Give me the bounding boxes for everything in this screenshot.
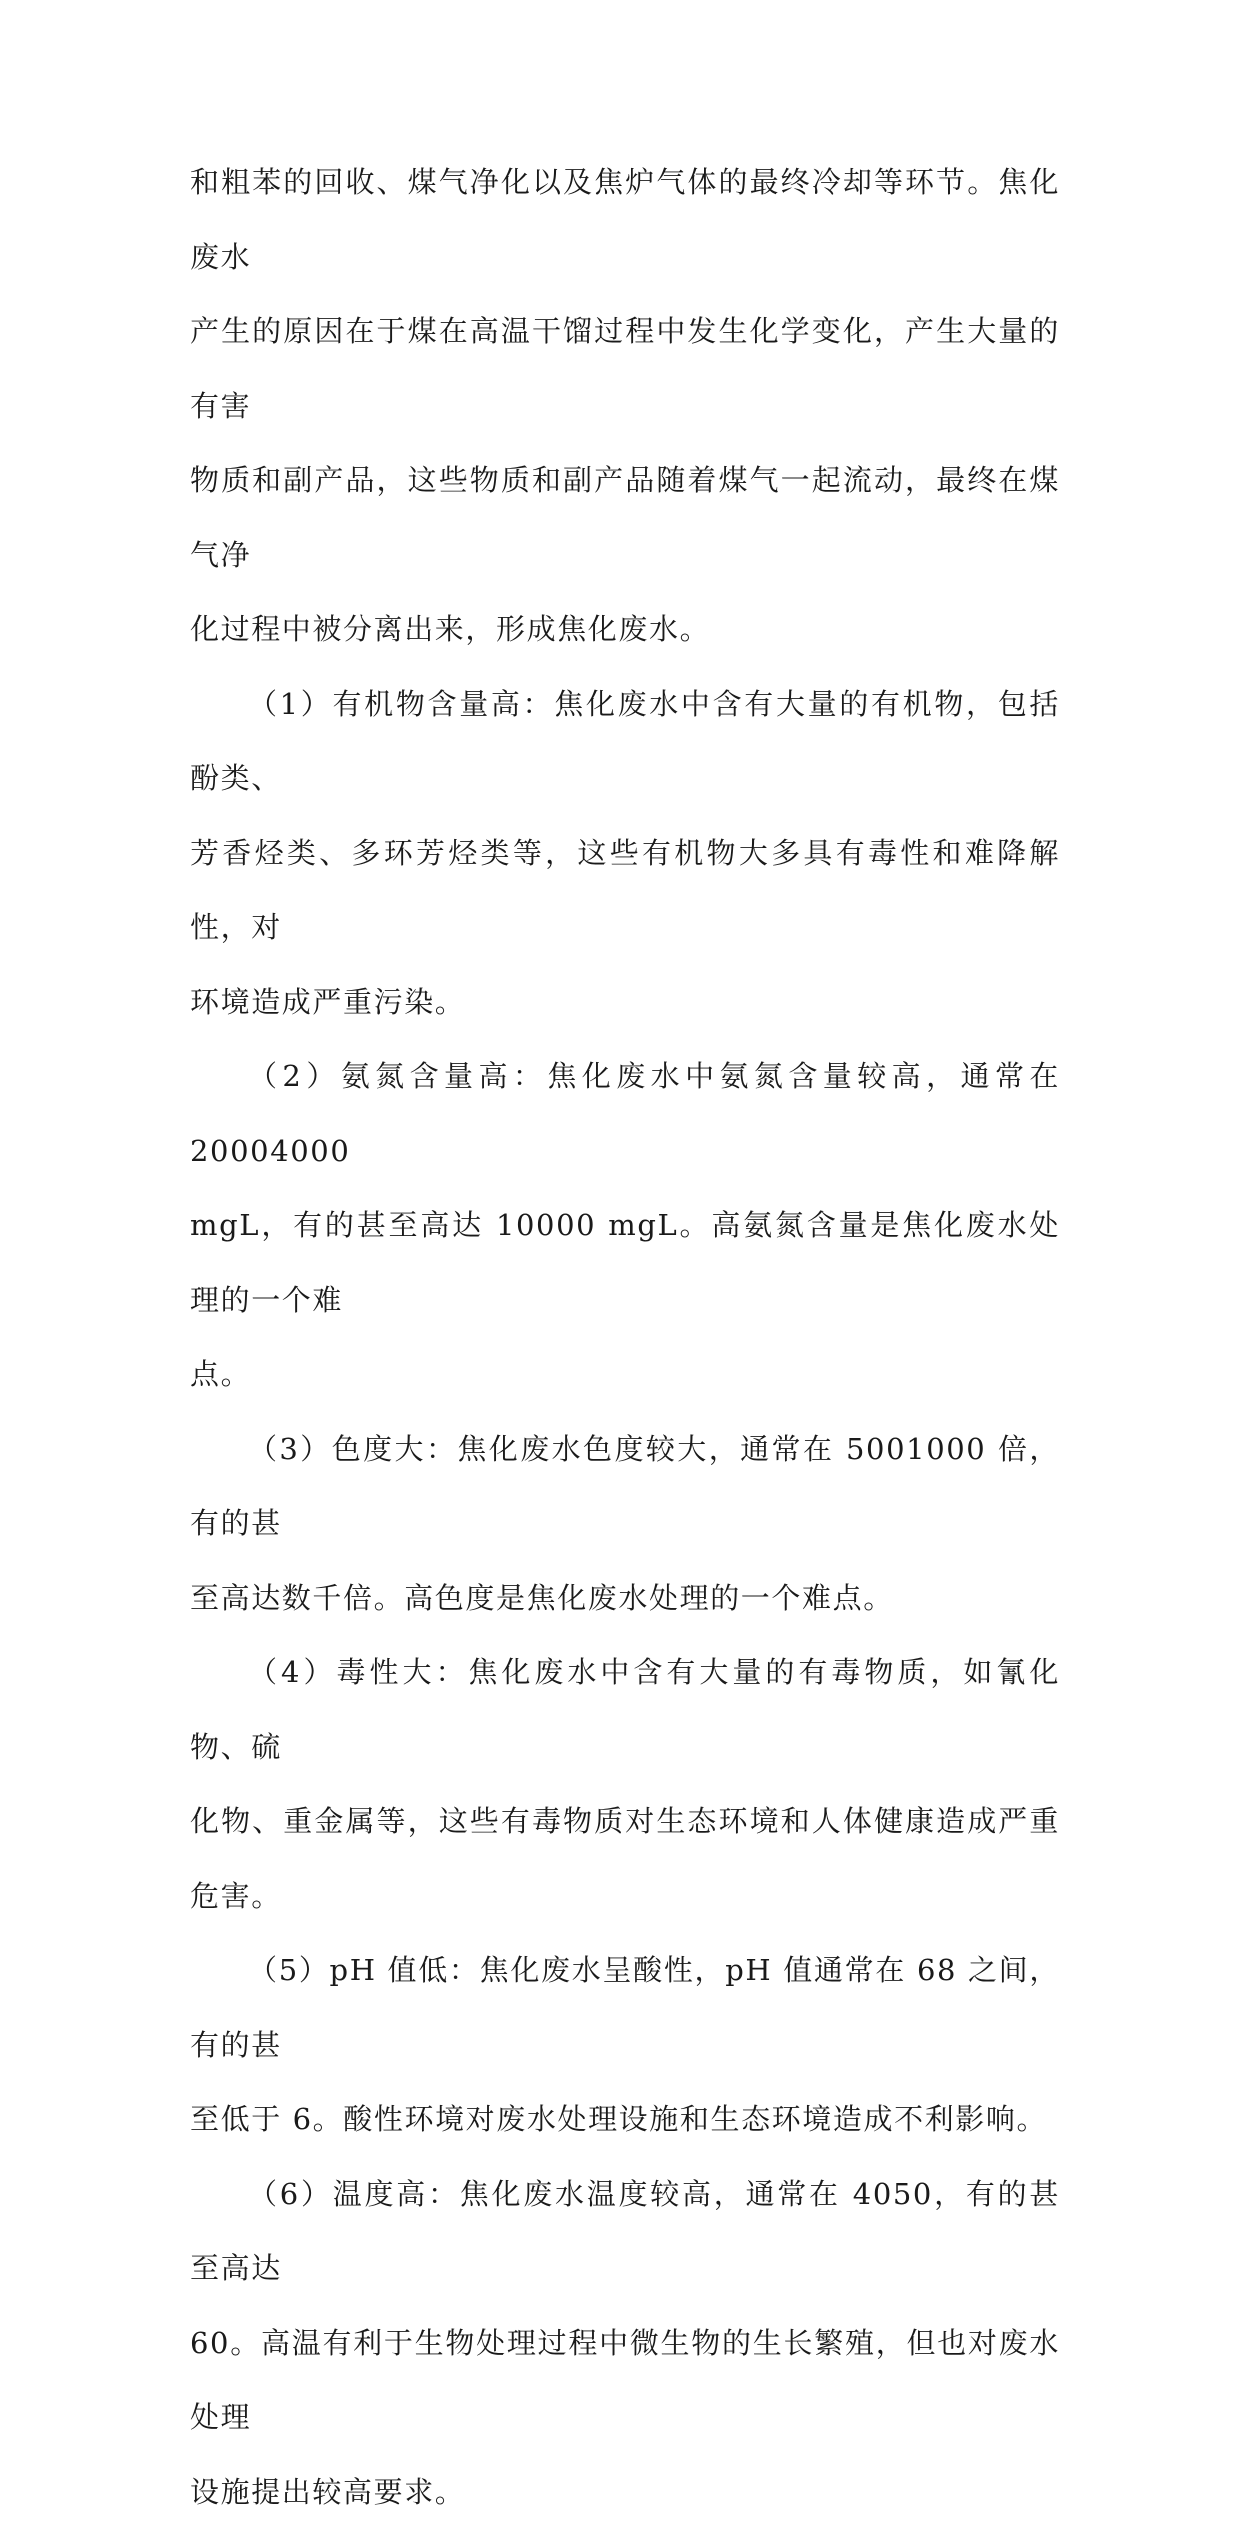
paragraph-temperature xyxy=(190,2157,1060,2529)
text-line: 产生的原因在于煤在高温干馏过程中发生化学变化，产生大量的有害 xyxy=(190,314,1060,423)
paragraph-organic-matter xyxy=(190,667,1060,1040)
paragraph-chroma xyxy=(190,1412,1060,1636)
text-line: （3）色度大：焦化废水色度较大，通常在 5001000 倍，有的甚 xyxy=(190,1432,1060,1541)
text-line: 化物、重金属等，这些有毒物质对生态环境和人体健康造成严重危害。 xyxy=(190,1804,1060,1913)
paragraph-toxicity xyxy=(190,1635,1060,1933)
text-line: 至高达数千倍。高色度是焦化废水处理的一个难点。 xyxy=(190,1581,894,1615)
text-line: （2）氨氮含量高：焦化废水中氨氮含量较高，通常在 20004000 xyxy=(190,1059,1060,1168)
paragraph-intro-continuation xyxy=(190,145,1060,667)
text-line: 60。高温有利于生物处理过程中微生物的生长繁殖，但也对废水处理 xyxy=(190,2326,1060,2435)
document-body xyxy=(190,145,1060,2529)
text-line: 物质和副产品，这些物质和副产品随着煤气一起流动，最终在煤气净 xyxy=(190,463,1060,572)
text-line: 化过程中被分离出来，形成焦化废水。 xyxy=(190,612,710,646)
text-line: 设施提出较高要求。 xyxy=(190,2475,465,2509)
paragraph-ph xyxy=(190,1933,1060,2157)
text-line: 环境造成严重污染。 xyxy=(190,985,465,1019)
text-line: 点。 xyxy=(190,1357,251,1391)
text-line: 和粗苯的回收、煤气净化以及焦炉气体的最终冷却等环节。焦化废水 xyxy=(190,165,1060,274)
text-line: （4）毒性大：焦化废水中含有大量的有毒物质，如氰化物、硫 xyxy=(190,1655,1060,1764)
text-line: 芳香烃类、多环芳烃类等，这些有机物大多具有毒性和难降解性，对 xyxy=(190,836,1060,945)
text-line: mgL，有的甚至高达 10000 mgL。高氨氮含量是焦化废水处理的一个难 xyxy=(190,1208,1060,1317)
text-line: （6）温度高：焦化废水温度较高，通常在 4050，有的甚至高达 xyxy=(190,2177,1060,2286)
paragraph-ammonia-nitrogen xyxy=(190,1039,1060,1412)
text-line: （1）有机物含量高：焦化废水中含有大量的有机物，包括酚类、 xyxy=(190,687,1060,796)
text-line: （5）pH 值低：焦化废水呈酸性，pH 值通常在 68 之间，有的甚 xyxy=(190,1953,1060,2062)
text-line: 至低于 6。酸性环境对废水处理设施和生态环境造成不利影响。 xyxy=(190,2102,1047,2136)
